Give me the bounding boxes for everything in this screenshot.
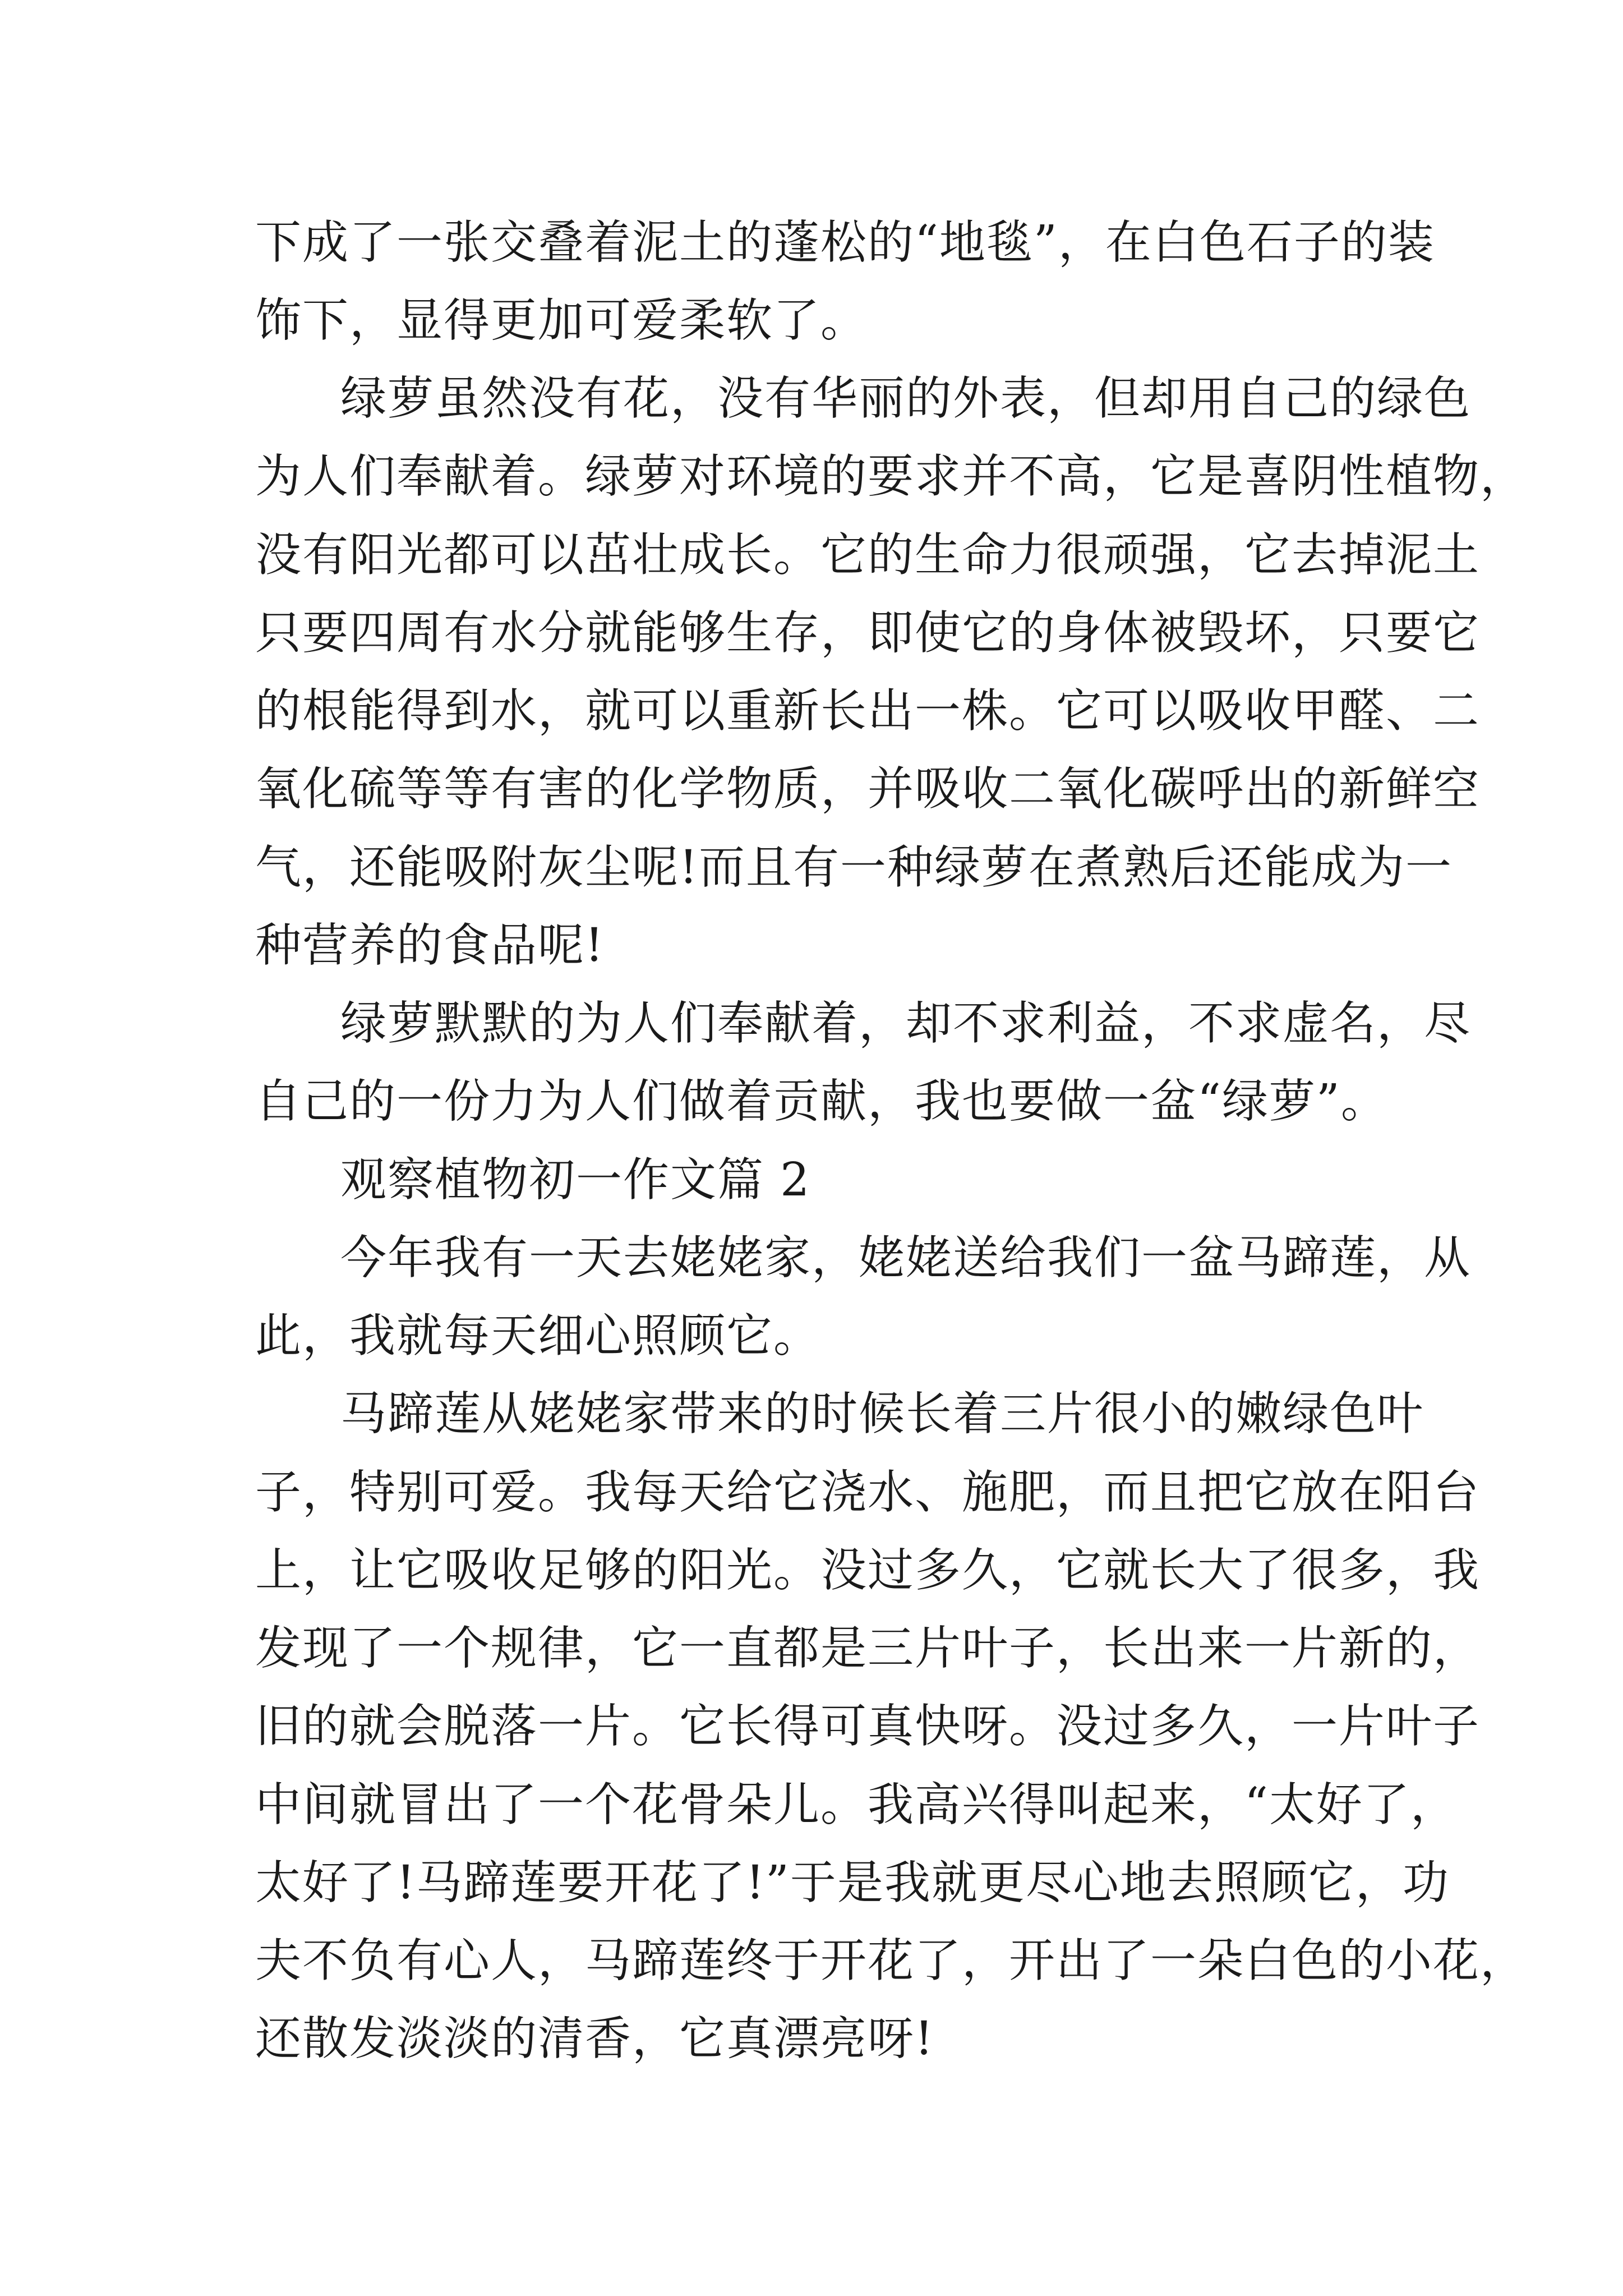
paragraph-line: 气，还能吸附灰尘呢!而且有一种绿萝在煮熟后还能成为一: [255, 841, 1453, 894]
paragraph-line: 旧的就会脱落一片。它长得可真快呀。没过多久，一片叶子: [255, 1700, 1481, 1753]
paragraph-line: 发现了一个规律，它一直都是三片叶子，长出来一片新的，: [255, 1622, 1481, 1675]
paragraph-line: 的根能得到水，就可以重新长出一株。它可以吸收甲醛、二: [255, 684, 1481, 738]
paragraph-line: 夫不负有心人，马蹄莲终于开花了，开出了一朵白色的小花，: [255, 1934, 1528, 1987]
paragraph-line: 上，让它吸收足够的阳光。没过多久，它就长大了很多，我: [255, 1544, 1481, 1597]
paragraph-line: 只要四周有水分就能够生存，即使它的身体被毁坏，只要它: [255, 606, 1481, 660]
paragraph-line: 氧化硫等等有害的化学物质，并吸收二氧化碳呼出的新鲜空: [255, 762, 1481, 816]
paragraph-line: 为人们奉献着。绿萝对环境的要求并不高，它是喜阴性植物，: [255, 450, 1528, 503]
paragraph-line: 绿萝默默的为人们奉献着，却不求利益，不求虚名，尽: [340, 997, 1472, 1050]
paragraph-line: 下成了一张交叠着泥土的蓬松的“地毯”，在白色石子的装: [255, 216, 1435, 269]
paragraph-line: 自己的一份力为人们做着贡献，我也要做一盆“绿萝”。: [255, 1075, 1388, 1128]
section-heading: 观察植物初一作文篇 2: [340, 1153, 811, 1207]
paragraph-line: 还散发淡淡的清香，它真漂亮呀!: [255, 2012, 934, 2065]
paragraph-line: 绿萝虽然没有花，没有华丽的外表，但却用自己的绿色: [340, 372, 1472, 425]
paragraph-line: 没有阳光都可以茁壮成长。它的生命力很顽强，它去掉泥土: [255, 528, 1481, 582]
paragraph-line: 子，特别可爱。我每天给它浇水、施肥，而且把它放在阳台: [255, 1466, 1481, 1519]
paragraph-line: 今年我有一天去姥姥家，姥姥送给我们一盆马蹄莲，从: [340, 1231, 1472, 1285]
paragraph-line: 太好了!马蹄莲要开花了!”于是我就更尽心地去照顾它，功: [255, 1856, 1450, 1910]
paragraph-line: 种营养的食品呢!: [255, 919, 605, 972]
paragraph-line: 中间就冒出了一个花骨朵儿。我高兴得叫起来，“太好了，: [255, 1778, 1458, 1832]
paragraph-line: 饰下，显得更加可爱柔软了。: [255, 294, 868, 347]
paragraph-line: 马蹄莲从姥姥家带来的时候长着三片很小的嫩绿色叶: [340, 1387, 1424, 1441]
paragraph-line: 此，我就每天细心照顾它。: [255, 1309, 821, 1363]
